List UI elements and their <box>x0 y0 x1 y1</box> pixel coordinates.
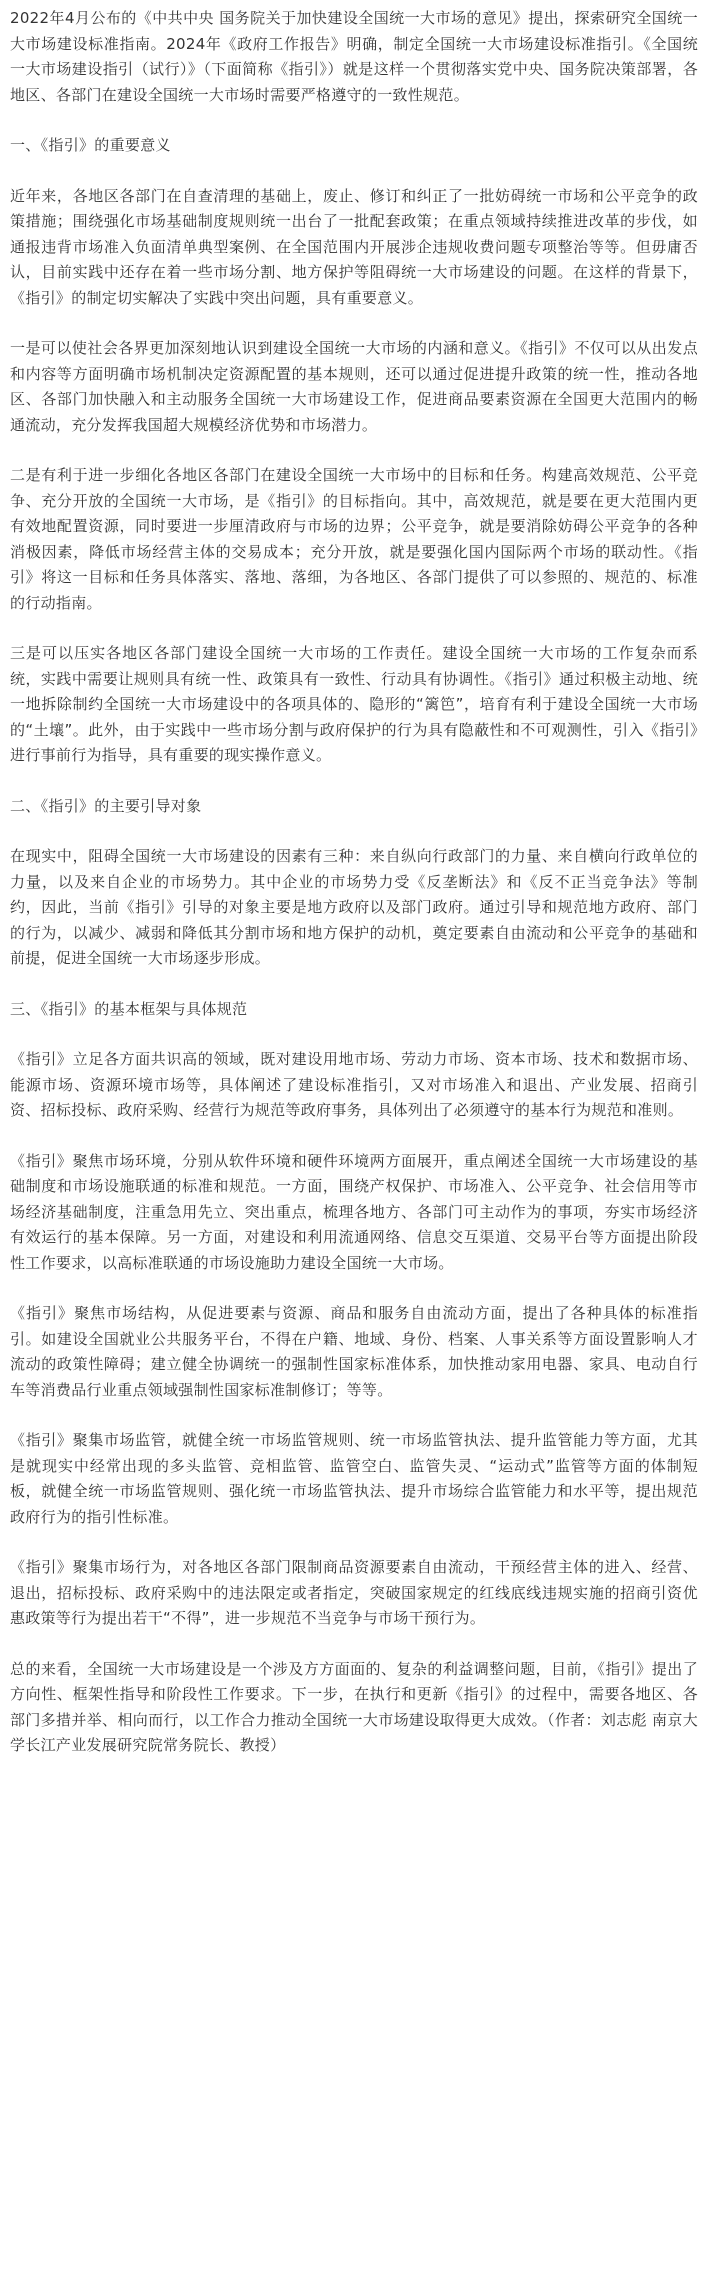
conclusion-paragraph: 总的来看，全国统一大市场建设是一个涉及方方面面的、复杂的利益调整问题，目前，《指引》提出了方向性、框架性指导和阶段性工作要求。下一步，在执行和更新《指引》的过程中，需要各地区、各部门多措并举、相向而行，以工作合力推动全国统一大市场建设取得更大成效。（作者：刘志彪 南京大学长江产业发展研究院常务院长、教授） <box>10 1659 698 1754</box>
section-1-paragraph-3: 二是有利于进一步细化各地区各部门在建设全国统一大市场中的目标和任务。构建高效规范、公平竞争、充分开放的全国统一大市场，是《指引》的目标指向。其中，高效规范，就是要在更大范围内更有效地配置资源，同时要进一步厘清政府与市场的边界；公平竞争，就是要消除妨碍公平竞争的各种消极因素，降低市场经营主体的交易成本；充分开放，就是要强化国内国际两个市场的联动性。《指引》将这一目标和任务具体落实、落地、落细，为各地区、各部门提供了可以参照的、规范的、标准的行动指南。 <box>10 466 698 612</box>
section-2-paragraph-1: 在现实中，阻碍全国统一大市场建设的因素有三种：来自纵向行政部门的力量、来自横向行政单位的力量，以及来自企业的市场势力。其中企业的市场势力受《反垄断法》和《反不正当竞争法》等制约，因此，当前《指引》引导的对象主要是地方政府以及部门政府。通过引导和规范地方政府、部门的行为，以减少、减弱和降低其分割市场和地方保护的动机，奠定要素自由流动和公平竞争的基础和前提，促进全国统一大市场逐步形成。 <box>10 847 698 967</box>
article-body <box>10 6 698 1759</box>
intro-paragraph: 2022年4月公布的《中共中央 国务院关于加快建设全国统一大市场的意见》提出，探索研究全国统一大市场建设标准指南。2024年《政府工作报告》明确，制定全国统一大市场建设标准指引。《全国统一大市场建设指引（试行）》（下面简称《指引》）就是这样一个贯彻落实党中央、国务院决策部署，各地区、各部门在建设全国统一大市场时需要严格遵守的一致性规范。 <box>10 9 698 104</box>
section-1-paragraph-1: 近年来，各地区各部门在自查清理的基础上，废止、修订和纠正了一批妨碍统一市场和公平竞争的政策措施；围绕强化市场基础制度规则统一出台了一批配套政策；在重点领域持续推进改革的步伐，如通报违背市场准入负面清单典型案例、在全国范围内开展涉企违规收费问题专项整治等等。但毋庸否认，目前实践中还存在着一些市场分割、地方保护等阻碍统一大市场建设的问题。在这样的背景下，《指引》的制定切实解决了实践中突出问题，具有重要意义。 <box>10 186 698 307</box>
section-1-paragraph-4: 三是可以压实各地区各部门建设全国统一大市场的工作责任。建设全国统一大市场的工作复杂而系统，实践中需要让规则具有统一性、政策具有一致性、行动具有协调性。《指引》通过积极主动地、统一地拆除制约全国统一大市场建设中的各项具体的、隐形的“篱笆”，培育有利于建设全国统一大市场的“土壤”。此外，由于实践中一些市场分割与政府保护的行为具有隐蔽性和不可观测性，引入《指引》进行事前行为指导，具有重要的现实操作意义。 <box>10 644 698 764</box>
section-3-paragraph-4: 《指引》聚集市场监管，就健全统一市场监管规则、统一市场监管执法、提升监管能力等方面，尤其是就现实中经常出现的多头监管、竞相监管、监管空白、监管失灵、“运动式”监管等方面的体制短板，就健全统一市场监管规则、强化统一市场监管执法、提升市场综合监管能力和水平等，提出规范政府行为的指引性标准。 <box>10 1431 698 1526</box>
section-1-heading: 一、《指引》的重要意义 <box>10 136 171 154</box>
section-2-heading: 二、《指引》的主要引导对象 <box>10 796 202 815</box>
section-1-paragraph-2: 一是可以使社会各界更加深刻地认识到建设全国统一大市场的内涵和意义。《指引》不仅可以从出发点和内容等方面明确市场机制决定资源配置的基本规则，还可以通过促进提升政策的统一性，推动各地区、各部门加快融入和主动服务全国统一大市场建设工作，促进商品要素资源在全国更大范围内的畅通流动，充分发挥我国超大规模经济优势和市场潜力。 <box>10 339 698 434</box>
section-3-paragraph-1: 《指引》立足各方面共识高的领域，既对建设用地市场、劳动力市场、资本市场、技术和数据市场、能源市场、资源环境市场等，具体阐述了建设标准指引，又对市场准入和退出、产业发展、招商引资、招标投标、政府采购、经营行为规范等政府事务，具体列出了必须遵守的基本行为规范和准则。 <box>10 1050 698 1119</box>
section-3-paragraph-5: 《指引》聚集市场行为，对各地区各部门限制商品资源要素自由流动，干预经营主体的进入、经营、退出，招标投标、政府采购中的违法限定或者指定，突破国家规定的红线底线违规实施的招商引资优惠政策等行为提出若干“不得”，进一步规范不当竞争与市场干预行为。 <box>10 1558 698 1627</box>
section-3-paragraph-3: 《指引》聚焦市场结构，从促进要素与资源、商品和服务自由流动方面，提出了各种具体的标准指引。如建设全国就业公共服务平台，不得在户籍、地域、身份、档案、人事关系等方面设置影响人才流动的政策性障碍；建立健全协调统一的强制性国家标准体系，加快推动家用电器、家具、电动自行车等消费品行业重点领域强制性国家标准制修订；等等。 <box>10 1304 698 1399</box>
section-3-paragraph-2: 《指引》聚焦市场环境，分别从软件环境和硬件环境两方面展开，重点阐述全国统一大市场建设的基础制度和市场设施联通的标准和规范。一方面，围绕产权保护、市场准入、公平竞争、社会信用等市场经济基础制度，注重急用先立、突出重点，梳理各地方、各部门可主动作为的事项，夯实市场经济有效运行的基本保障。另一方面，对建设和利用流通网络、信息交互渠道、交易平台等方面提出阶段性工作要求，以高标准联通的市场设施助力建设全国统一大市场。 <box>10 1151 698 1272</box>
section-3-heading: 三、《指引》的基本框架与具体规范 <box>10 999 248 1018</box>
